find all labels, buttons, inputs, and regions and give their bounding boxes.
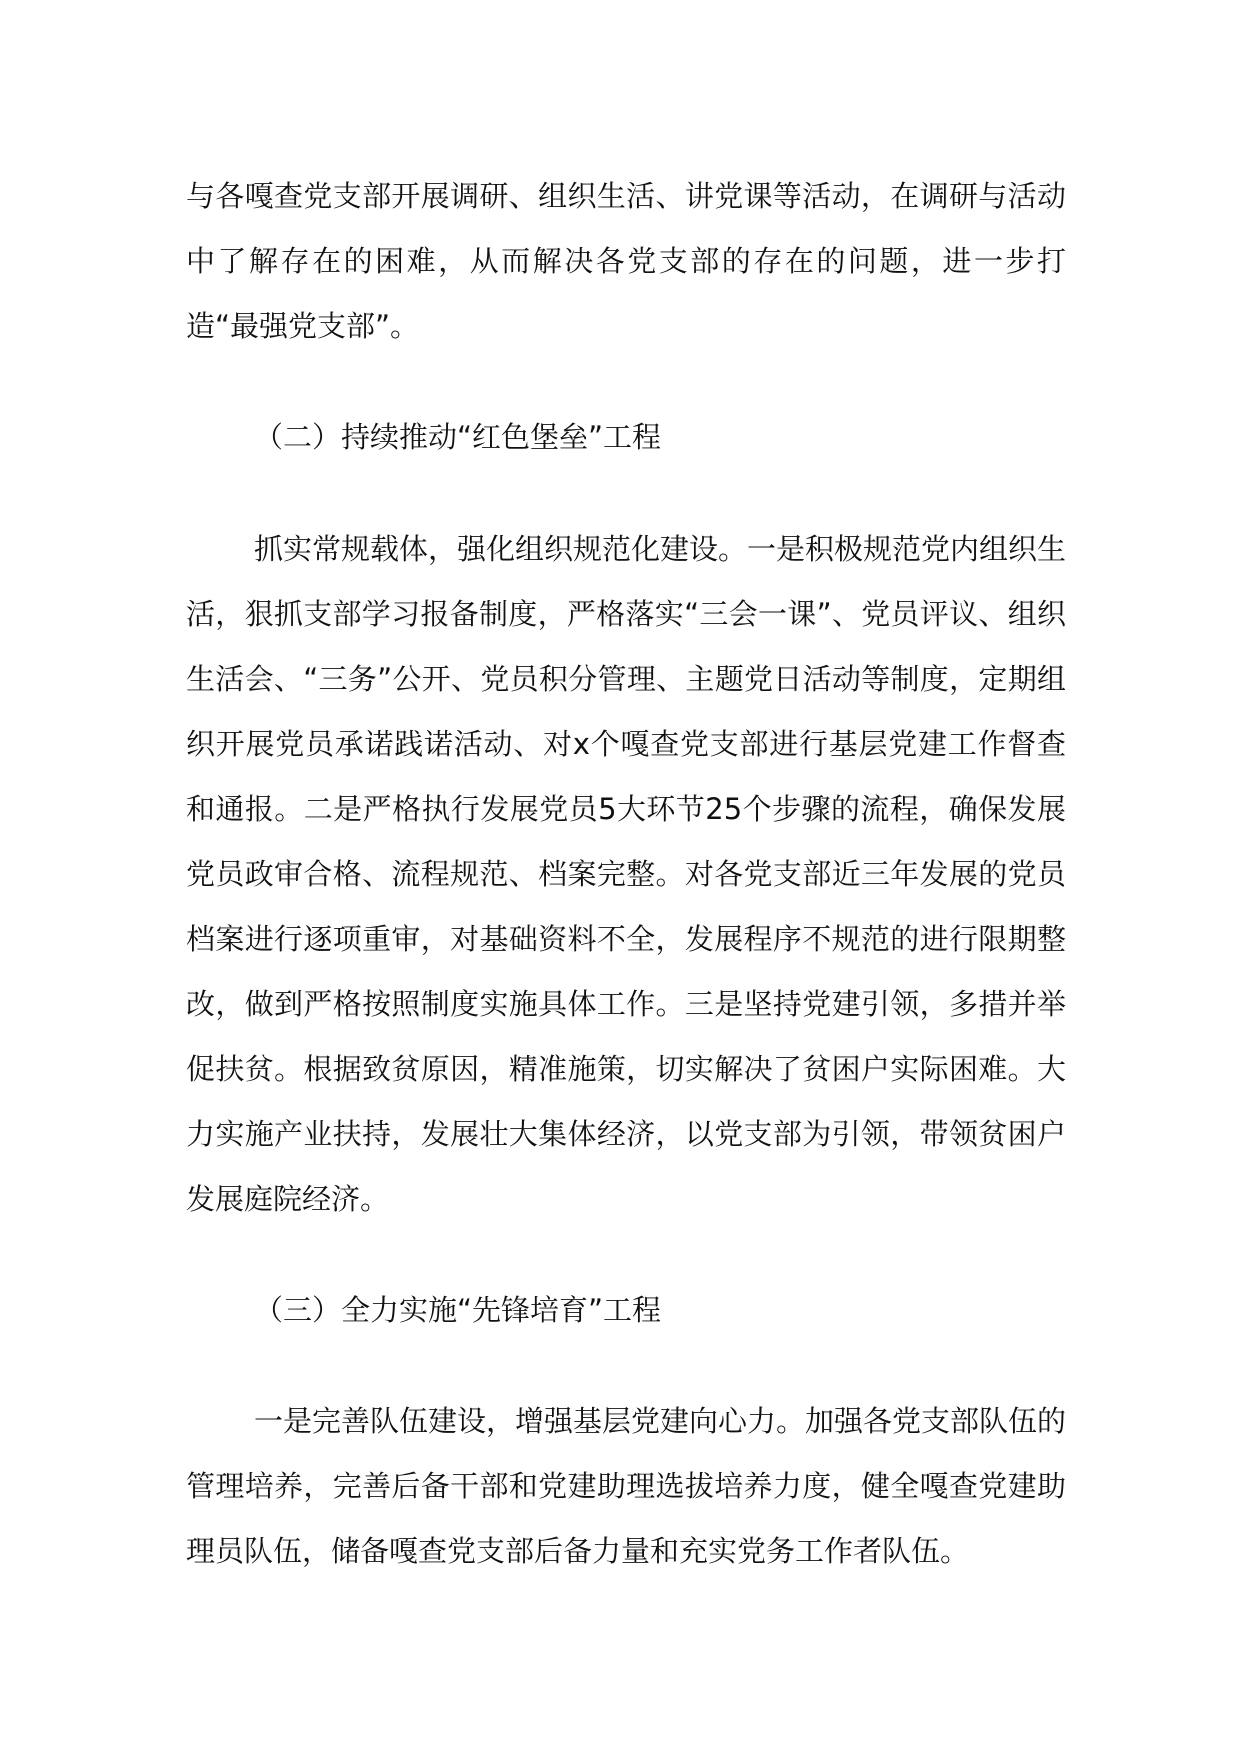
paragraph-pioneer-training: 一是完善队伍建设，增强基层党建向心力。加强各党支部队伍的管理培养，完善后备干部和党建助理选拔培养力度，健全嘎查党建助理员队伍，储备嘎查党支部后备力量和充实党务工作者队伍。 xyxy=(186,1404,1067,1568)
section-heading-2: （二）持续推动“红色堡垒”工程 xyxy=(254,420,662,454)
section-heading-3: （三）全力实施“先锋培育”工程 xyxy=(254,1293,662,1327)
paragraph-continuation: 与各嘎查党支部开展调研、组织生活、讲党课等活动，在调研与活动中了解存在的困难，从而解决各党支部的存在的问题，进一步打造“最强党支部”。 xyxy=(186,179,1066,343)
paragraph-red-fortress: 抓实常规载体，强化组织规范化建设。一是积极规范党内组织生活，狠抓支部学习报备制度，严格落实“三会一课”、党员评议、组织生活会、“三务”公开、党员积分管理、主题党日活动等制度，定期组织开展党员承诺践诺活动、对x个嘎查党支部进行基层党建工作督查和通报。二是严格执行发展党员5大环节25个步骤的流程，确保发展党员政审合格、流程规范、档案完整。对各党支部近三年发展的党员档案进行逐项重审，对基础资料不全，发展程序不规范的进行限期整改，做到严格按照制度实施具体工作。三是坚持党建引领，多措并举促扶贫。根据致贫原因，精准施策，切实解决了贫困户实际困难。大力实施产业扶持，发展壮大集体经济，以党支部为引领，带领贫困户发展庭院经济。 xyxy=(186,532,1067,1216)
